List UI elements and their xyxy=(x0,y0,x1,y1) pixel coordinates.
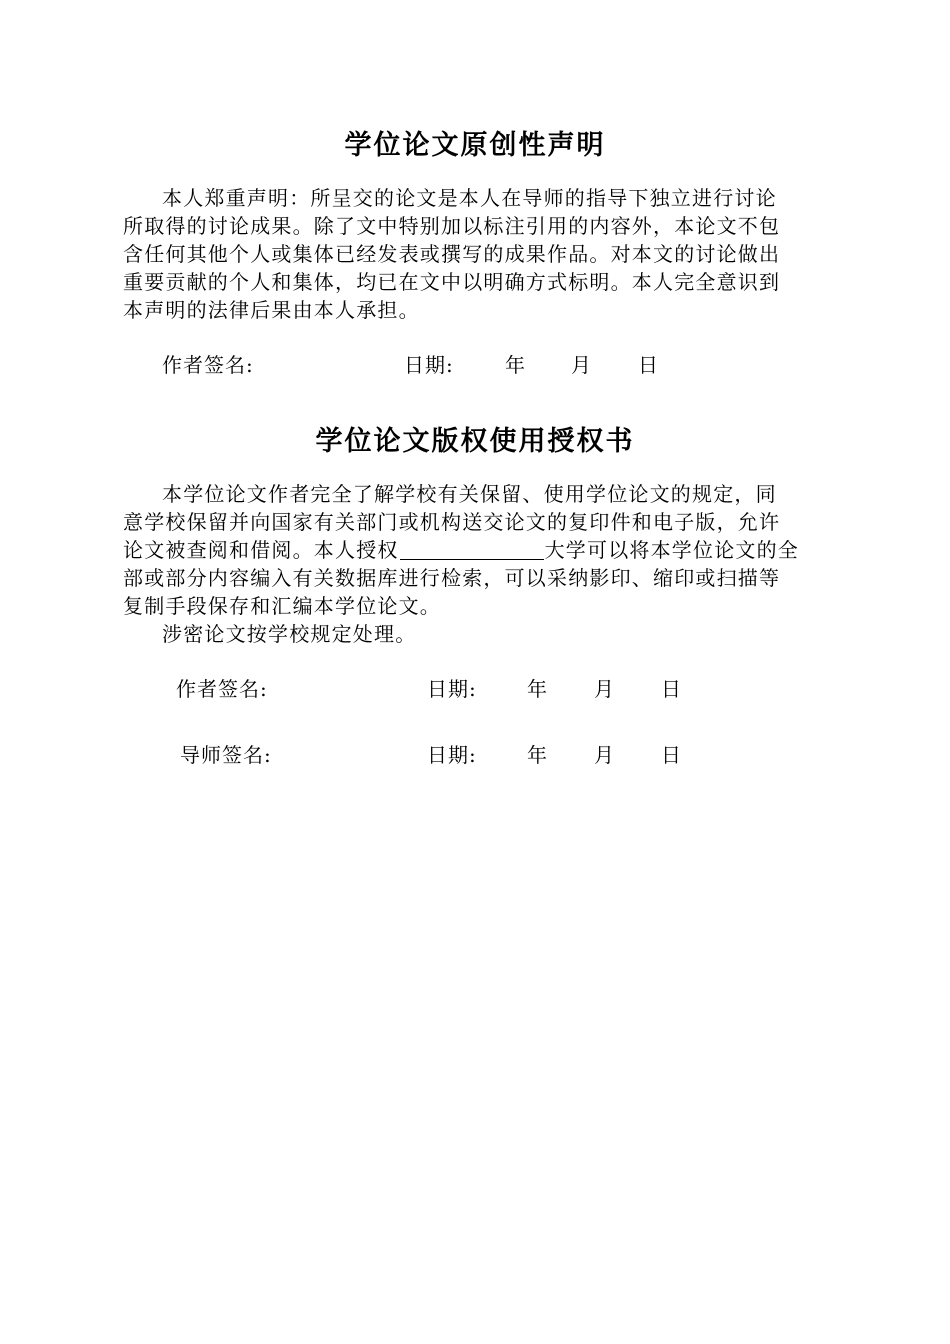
advisor-year-label: 年 xyxy=(527,743,548,767)
copyright-line-5: 复制手段保存和汇编本学位论文。 xyxy=(123,594,441,618)
originality-line-1: 本人郑重声明：所呈交的论文是本人在导师的指导下独立进行讨论 xyxy=(162,186,777,210)
copyright-author-signature-label: 作者签名: xyxy=(176,677,268,701)
originality-line-3: 含任何其他个人或集体已经发表或撰写的成果作品。对本文的讨论做出 xyxy=(123,242,781,266)
copyright-line-6: 涉密论文按学校规定处理。 xyxy=(162,622,417,646)
originality-author-signature-label: 作者签名: xyxy=(162,353,254,377)
advisor-day-label: 日 xyxy=(661,743,682,767)
advisor-date-label: 日期: xyxy=(427,743,477,767)
copyright-title: 学位论文版权使用授权书 xyxy=(315,426,635,457)
copyright-line-3 xyxy=(123,538,799,562)
originality-line-4: 重要贡献的个人和集体，均已在文中以明确方式标明。本人完全意识到 xyxy=(123,270,781,294)
copyright-author-month-label: 月 xyxy=(594,677,615,701)
originality-day-label: 日 xyxy=(638,353,659,377)
copyright-author-year-label: 年 xyxy=(527,677,548,701)
originality-title: 学位论文原创性声明 xyxy=(344,130,606,161)
originality-year-label: 年 xyxy=(505,353,526,377)
copyright-author-date-label: 日期: xyxy=(427,677,477,701)
originality-date-label: 日期: xyxy=(404,353,454,377)
copyright-line-4: 部或部分内容编入有关数据库进行检索，可以采纳影印、缩印或扫描等 xyxy=(123,566,781,590)
copyright-line-3-after: 大学可以将本学位论文的全 xyxy=(544,538,800,562)
copyright-author-day-label: 日 xyxy=(661,677,682,701)
advisor-signature-label: 导师签名: xyxy=(180,743,272,767)
university-name-blank xyxy=(400,539,544,560)
originality-month-label: 月 xyxy=(571,353,592,377)
originality-line-5: 本声明的法律后果由本人承担。 xyxy=(123,298,420,322)
copyright-line-1: 本学位论文作者完全了解学校有关保留、使用学位论文的规定，同 xyxy=(162,482,777,506)
advisor-month-label: 月 xyxy=(594,743,615,767)
originality-line-2: 所取得的讨论成果。除了文中特别加以标注引用的内容外，本论文不包 xyxy=(123,214,781,238)
copyright-line-3-before: 论文被查阅和借阅。本人授权 xyxy=(123,538,399,562)
copyright-line-2: 意学校保留并向国家有关部门或机构送交论文的复印件和电子版，允许 xyxy=(123,510,781,534)
